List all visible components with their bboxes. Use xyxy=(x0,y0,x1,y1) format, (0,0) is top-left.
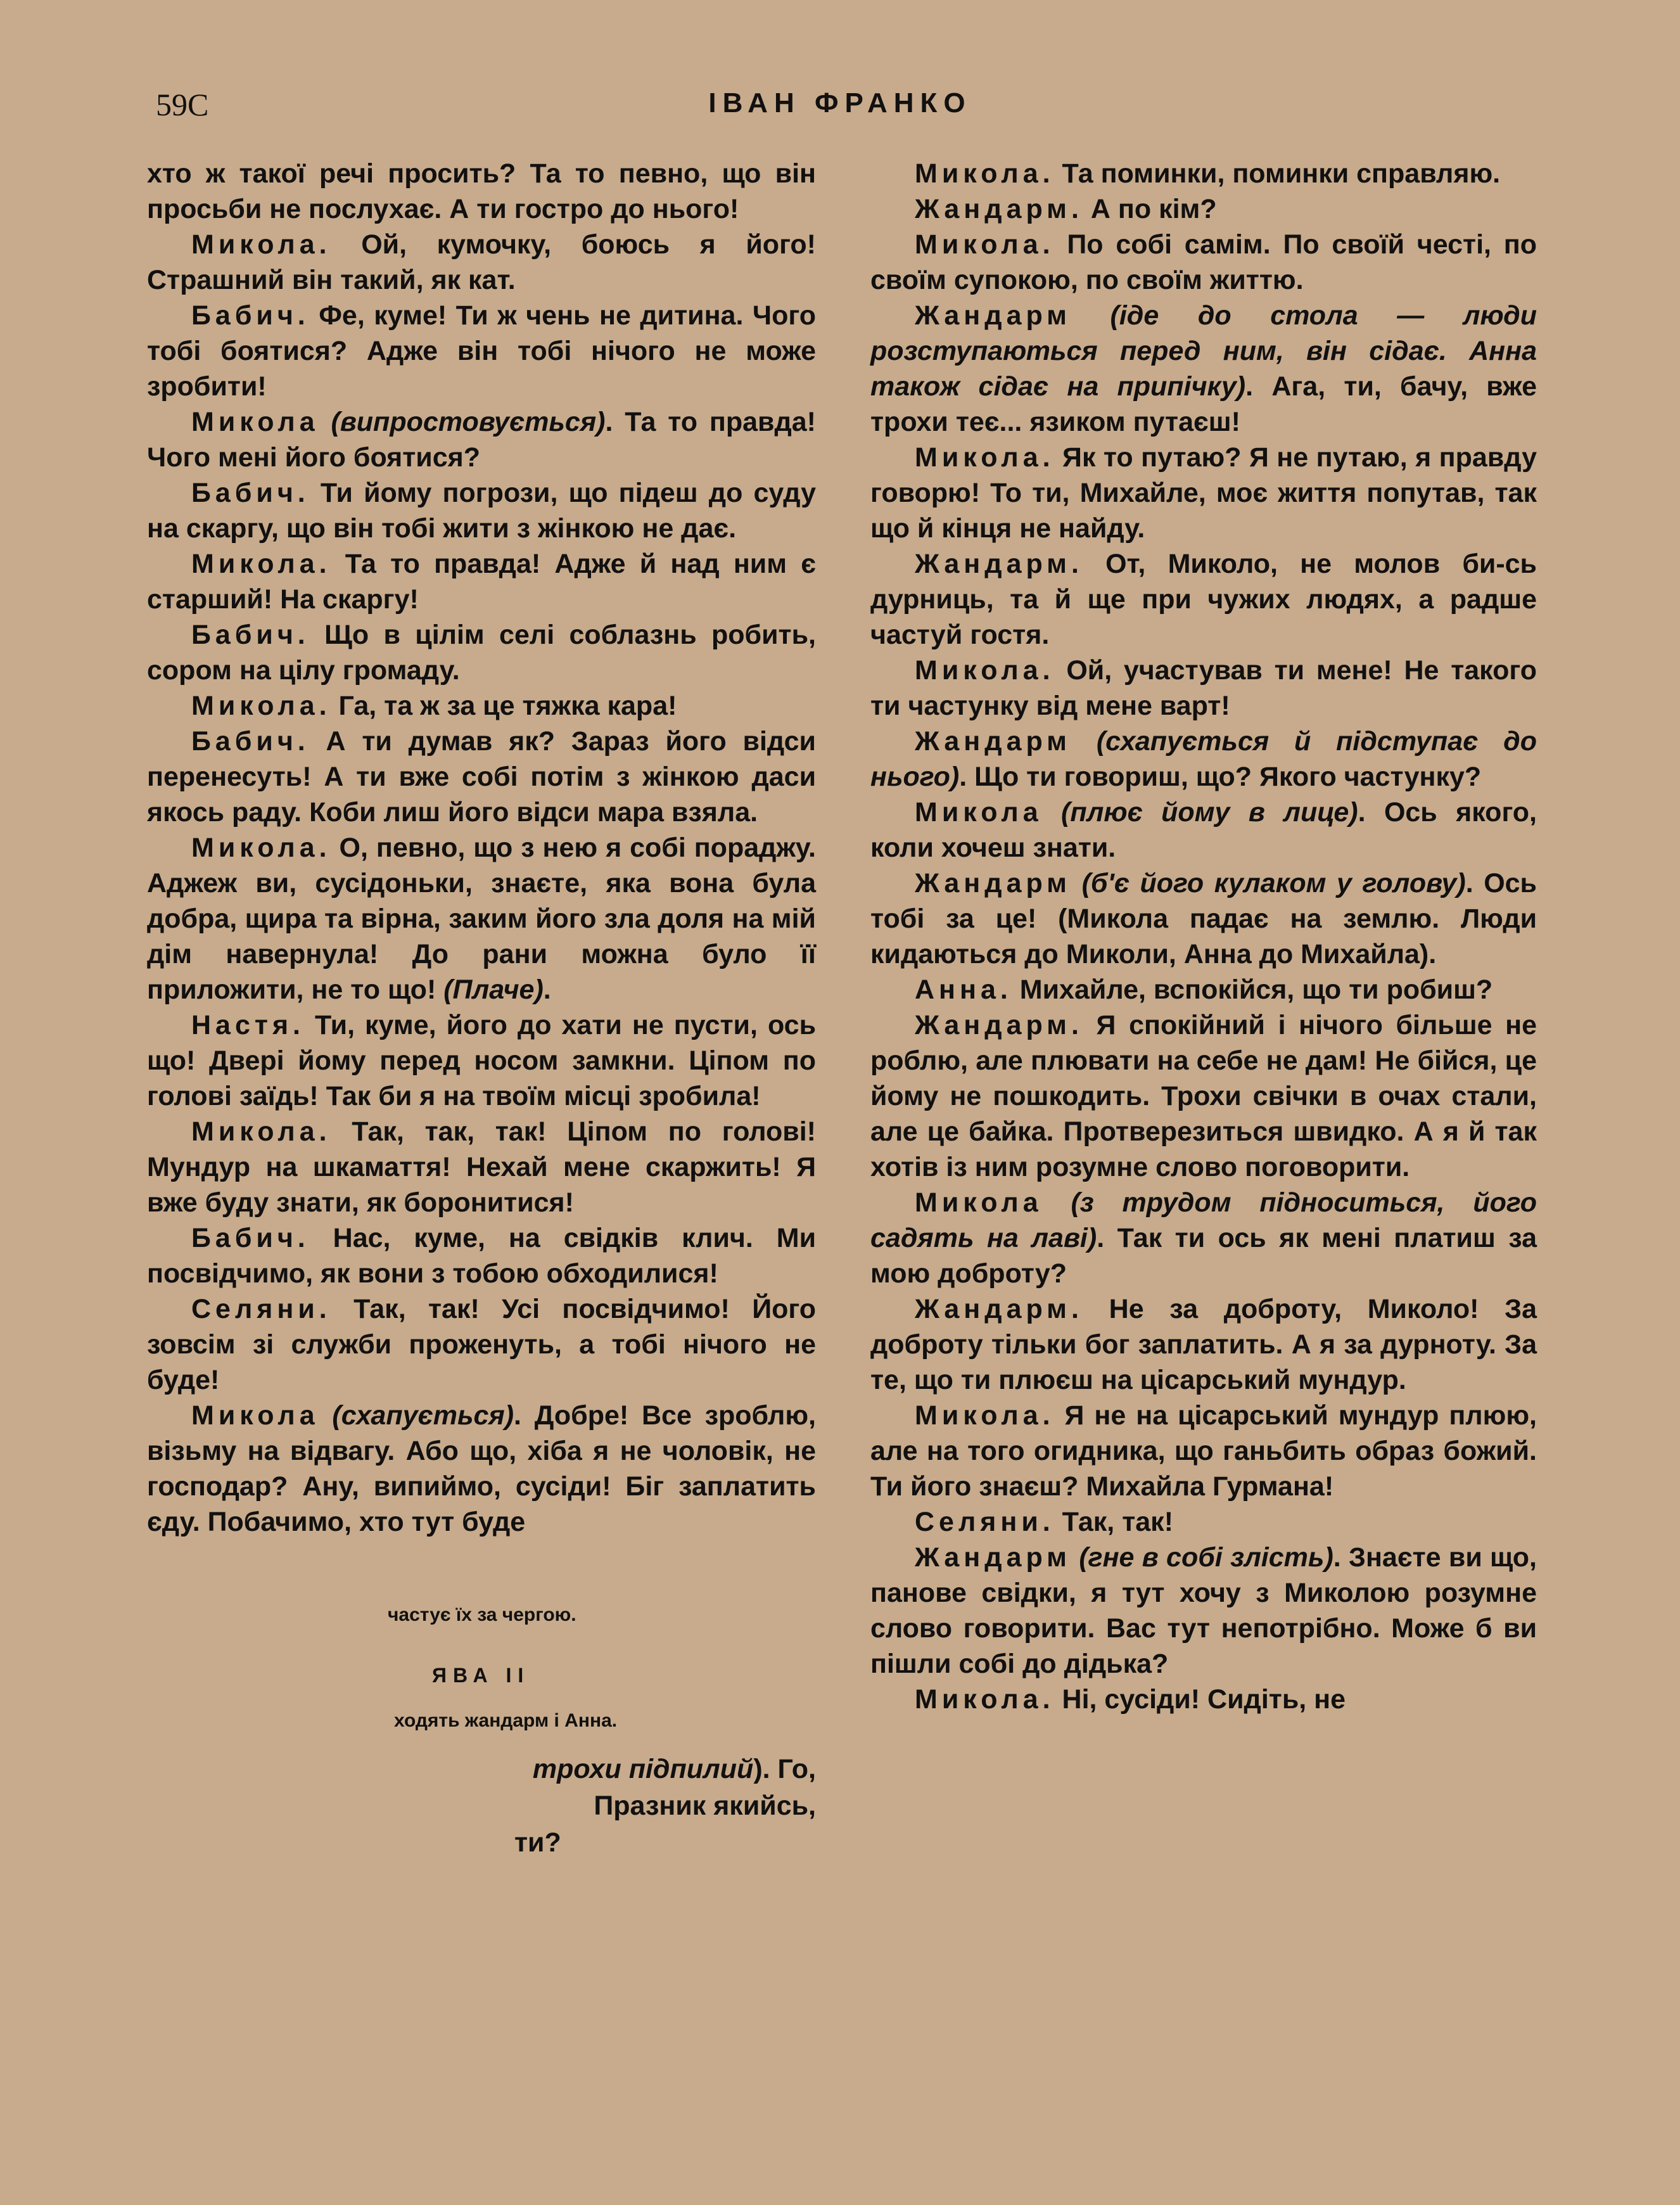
speaker-name: Бабич. xyxy=(191,620,310,650)
speech-text: Так, так, так! Ціпом по голові! Мундур на шкамаття! Нехай мене скаржить! Я вже буду знати, як боронитися! xyxy=(147,1116,816,1218)
dialogue-paragraph xyxy=(870,440,1537,546)
stage-direction: (гне в собі злість) xyxy=(1079,1542,1333,1573)
speaker-name: Микола. xyxy=(915,158,1055,189)
speech-text: . Ага, ти, бачу, вже трохи теє... язиком путаєш! xyxy=(870,371,1537,437)
speech-text: Нас, куме, на свідків клич. Ми посвідчимо, як вони з тобою обходилися! xyxy=(147,1223,816,1289)
right-column xyxy=(870,156,1537,1717)
dialogue-paragraph xyxy=(147,830,816,1007)
dialogue-paragraph xyxy=(147,688,816,724)
dialogue-paragraph xyxy=(870,1291,1537,1398)
speaker-name: Микола xyxy=(915,797,1043,828)
speech-text: . Добре! Все зроблю, візьму на відвагу. Або що, хіба я не чоловік, не господар? Ану, випиймо, сусіди! Біг заплатить єду. Побачимо, хто тут буде xyxy=(147,1400,816,1537)
speaker-name: Микола. xyxy=(191,691,331,721)
speech-text xyxy=(319,407,331,437)
dialogue-paragraph xyxy=(870,866,1537,972)
dialogue-paragraph xyxy=(870,546,1537,653)
speech-text xyxy=(1071,300,1110,331)
stage-direction: (іде до стола — люди розступаються перед ним, він сідає. Анна також сідає на припічку) xyxy=(870,300,1537,402)
speech-text: Фе, куме! Ти ж чень не дитина. Чого тобі боятися? Адже він тобі нічого не може зробити! xyxy=(147,300,816,402)
speech-text xyxy=(1071,726,1097,757)
speaker-name: Бабич. xyxy=(191,478,310,508)
dialogue-paragraph xyxy=(870,972,1537,1007)
speech-text: . xyxy=(543,975,551,1005)
fragment-line: Празник якийсь, xyxy=(594,1791,816,1821)
speaker-name: Жандарм. xyxy=(915,194,1083,224)
dialogue-paragraph xyxy=(870,1007,1537,1185)
scene-title: ЯВА II xyxy=(432,1664,530,1687)
speech-text xyxy=(1043,797,1061,828)
dialogue-paragraph xyxy=(147,724,816,830)
speaker-name: Микола. xyxy=(191,833,331,863)
speech-text: Ой, участував ти мене! Не такого ти частунку від мене варт! xyxy=(870,655,1537,721)
speech-text: Ой, кумочку, боюсь я його! Страшний він такий, як кат. xyxy=(147,229,816,295)
speaker-name: Микола xyxy=(191,407,319,437)
speech-text: А по кім? xyxy=(1083,194,1217,224)
speech-text: Ти, куме, його до хати не пусти, ось що! Двері йому перед носом замкни. Ціпом по голові заїдь! Так би я на твоїм місці зробила! xyxy=(147,1010,816,1111)
speech-text xyxy=(319,1400,333,1431)
stage-direction: (Плаче) xyxy=(443,975,544,1005)
stage-note: частує їх за чергою. xyxy=(388,1604,576,1625)
dialogue-paragraph xyxy=(147,1114,816,1220)
speech-text: . Так ти ось як мені платиш за мою доброту? xyxy=(870,1223,1537,1289)
speaker-name: Анна. xyxy=(915,975,1012,1005)
speech-text: Не за доброту, Миколо! За доброту тільки бог заплатить. А я за дурноту. За те, що ти плюєш на цісарський мундур. xyxy=(870,1294,1537,1395)
dialogue-paragraph xyxy=(147,227,816,298)
speaker-name: Жандарм. xyxy=(915,549,1083,579)
speech-text: ). Го, xyxy=(753,1754,816,1784)
speech-text: Що в цілім селі соблазнь робить, сором на цілу громаду. xyxy=(147,620,816,686)
speech-text: Га, та ж за це тяжка кара! xyxy=(331,691,677,721)
speaker-name: Микола. xyxy=(915,1400,1055,1431)
speaker-name: Микола. xyxy=(915,1684,1055,1715)
dialogue-paragraph xyxy=(147,1220,816,1291)
speaker-name: Микола. xyxy=(915,442,1055,473)
dialogue-paragraph xyxy=(870,227,1537,298)
speech-text: Та поминки, поминки справляю. xyxy=(1054,158,1501,189)
speaker-name: Бабич. xyxy=(191,726,310,757)
speaker-name: Микола. xyxy=(191,549,331,579)
speaker-name: Селяни. xyxy=(191,1294,331,1324)
dialogue-paragraph xyxy=(147,156,816,227)
speaker-name: Жандарм. xyxy=(915,1294,1083,1324)
speech-text: О, певно, що з нею я собі пораджу. Аджеж ви, сусідоньки, знаєте, яка вона була добра, щира та вірна, заким його зла доля на мій дім навернула! До рани можна було її приложити, не то що! xyxy=(147,833,816,1005)
dialogue-paragraph xyxy=(147,617,816,688)
speaker-name: Жандарм. xyxy=(915,1010,1083,1040)
stage-direction: (схапується) xyxy=(332,1400,514,1431)
stage-direction: (випростовується) xyxy=(331,407,606,437)
dialogue-paragraph xyxy=(870,795,1537,866)
speaker-name: Жандарм xyxy=(915,1542,1071,1573)
dialogue-paragraph xyxy=(870,724,1537,795)
stage-direction: (плює йому в лице) xyxy=(1061,797,1358,828)
speech-text: . Ось якого, коли хочеш знати. xyxy=(870,797,1537,863)
speech-text: хто ж такої речі просить? Та то певно, що він просьби не послухає. А ти гостро до нього! xyxy=(147,158,816,224)
speaker-name: Микола xyxy=(191,1400,319,1431)
speaker-name: Жандарм xyxy=(915,726,1071,757)
speech-text: . Та то правда! Чого мені його боятися? xyxy=(147,407,816,473)
speaker-name: Микола. xyxy=(191,1116,331,1147)
speaker-name: Микола. xyxy=(915,229,1055,260)
dialogue-paragraph xyxy=(870,191,1537,227)
speech-text: От, Миколо, не молов би-сь дурниць, та й ще при чужих людях, а радше частуй гостя. xyxy=(870,549,1537,650)
dialogue-paragraph xyxy=(870,1398,1537,1504)
speech-text: Як то путаю? Я не путаю, я правду говорю! То ти, Михайле, моє життя попутав, так що й кінця не найду. xyxy=(870,442,1537,544)
speech-text: А ти думав як? Зараз його відси перенесуть! А ти вже собі потім з жінкою даси якось раду. Коби лиш його відси мара взяла. xyxy=(147,726,816,828)
speaker-name: Микола. xyxy=(191,229,331,260)
dialogue-paragraph xyxy=(147,298,816,404)
speech-text: Так, так! xyxy=(1054,1507,1174,1537)
dialogue-paragraph xyxy=(870,1540,1537,1682)
left-column xyxy=(147,156,816,1861)
speaker-name: Селяни. xyxy=(915,1507,1055,1537)
speaker-name: Микола xyxy=(915,1187,1043,1218)
speaker-name: Бабич. xyxy=(191,1223,310,1253)
dialogue-paragraph xyxy=(147,404,816,475)
dialogue-paragraph xyxy=(870,1504,1537,1540)
dialogue-paragraph xyxy=(147,475,816,546)
speech-text: Так, так! Усі посвідчимо! Його зовсім зі служби проженуть, а тобі нічого не буде! xyxy=(147,1294,816,1395)
speech-text xyxy=(1043,1187,1071,1218)
stage-direction: (схапується й підступає до нього) xyxy=(870,726,1537,792)
speaker-name: Жандарм xyxy=(915,868,1071,898)
speaker-name: Бабич. xyxy=(191,300,310,331)
speech-text: По собі самім. По своїй честі, по своїм супокою, по своїм життю. xyxy=(870,229,1537,295)
speech-text: . Ось тобі за це! (Микола падає на землю. Люди кидаються до Миколи, Анна до Михайла). xyxy=(870,868,1537,969)
speech-text: Та то правда! Адже й над ним є старший! На скаргу! xyxy=(147,549,816,615)
speaker-name: Настя. xyxy=(191,1010,305,1040)
speech-text: . Що ти говориш, що? Якого частунку? xyxy=(959,762,1482,792)
speaker-name: Жандарм xyxy=(915,300,1071,331)
speech-text: Ні, сусіди! Сидіть, не xyxy=(1054,1684,1346,1715)
dialogue-paragraph xyxy=(147,1398,816,1540)
speech-text: Ти йому погрози, що підеш до суду на скаргу, що він тобі жити з жінкою не дає. xyxy=(147,478,816,544)
scene-persons: ходять жандарм і Анна. xyxy=(394,1710,618,1731)
speaker-name: Микола. xyxy=(915,655,1055,686)
speech-text: Михайле, вспокійся, що ти робиш? xyxy=(1012,975,1493,1005)
dialogue-paragraph xyxy=(147,1291,816,1398)
dialogue-paragraph xyxy=(870,1185,1537,1291)
fragment-line xyxy=(147,1751,816,1787)
dialogue-paragraph xyxy=(870,653,1537,724)
stage-direction: (з трудом підноситься, його садять на лаві) xyxy=(870,1187,1537,1253)
stage-direction: (б'є його кулаком у голову) xyxy=(1081,868,1466,898)
running-title: ІВАН ФРАНКО xyxy=(708,87,972,118)
speech-text: Я не на цісарський мундур плюю, але на того огидника, що ганьбить образ божий. Ти його знаєш? Михайла Гурмана! xyxy=(870,1400,1537,1502)
dialogue-paragraph xyxy=(870,298,1537,440)
dialogue-paragraph xyxy=(870,156,1537,191)
speech-text xyxy=(1071,1542,1079,1573)
fragment-lines xyxy=(147,1751,816,1861)
speech-text: . Знаєте ви що, панове свідки, я тут хочу з Миколою розумне слово говорити. Вас тут непотрібно. Може б ви пішли собі до дідька? xyxy=(870,1542,1537,1679)
dialogue-paragraph xyxy=(147,546,816,617)
speech-text: Я спокійний і нічого більше не роблю, але плювати на себе не дам! Не бійся, це йому не пошкодить. Трохи свічки в очах стали, але це байка. Протверезиться швидко. А я й так хотів із ним розумне слово поговорити. xyxy=(870,1010,1537,1182)
speech-text xyxy=(1071,868,1082,898)
stage-direction: трохи підпилий xyxy=(532,1754,754,1784)
fragment-line: ти? xyxy=(514,1827,561,1858)
dialogue-paragraph xyxy=(147,1007,816,1114)
page-number: 59С xyxy=(156,87,209,122)
dialogue-paragraph xyxy=(870,1682,1537,1717)
